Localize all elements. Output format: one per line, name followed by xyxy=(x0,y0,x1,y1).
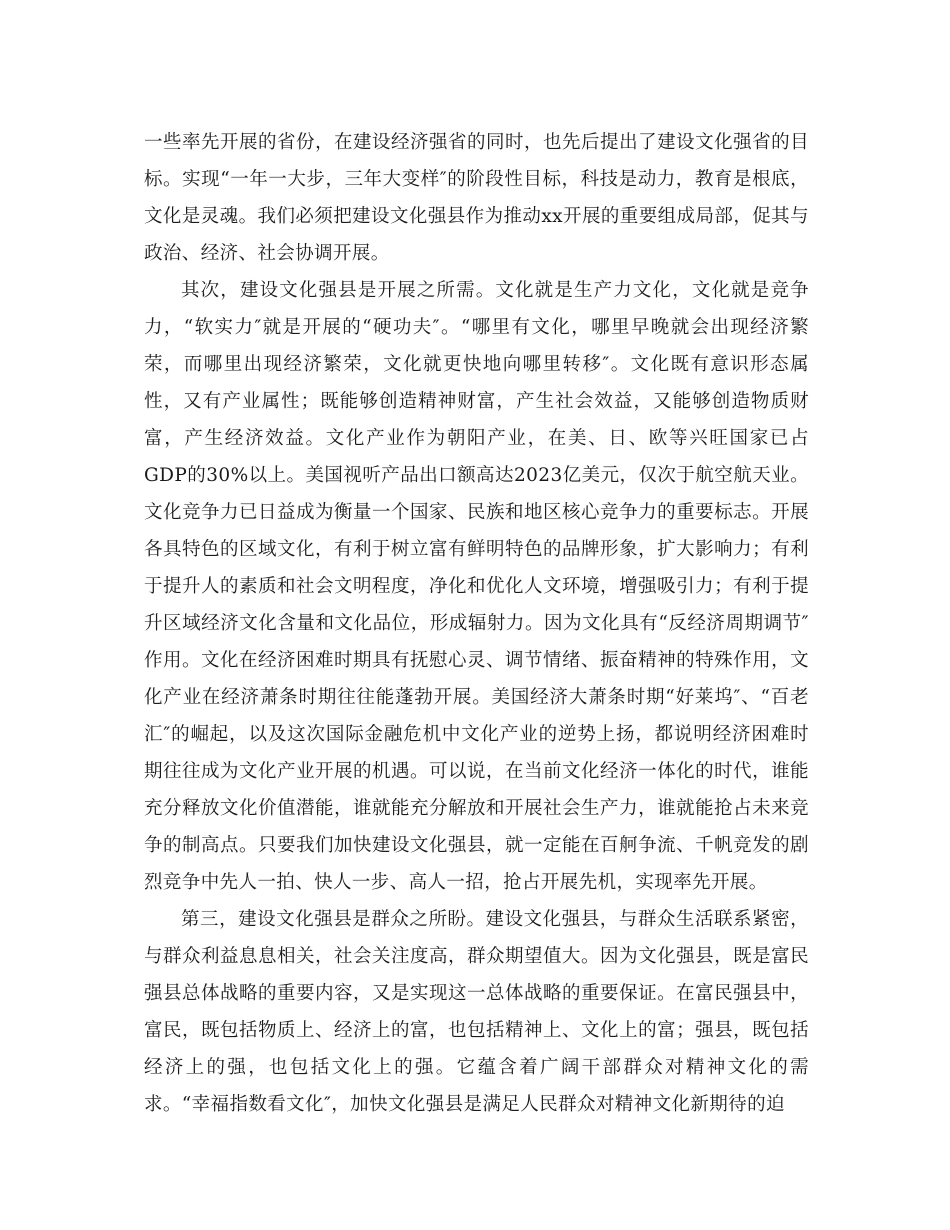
paragraph-2: 其次，建设文化强县是开展之所需。文化就是生产力文化，文化就是竞争力，“软实力″就是开展的“硬功夫″。“哪里有文化，哪里早晚就会出现经济繁荣，而哪里出现经济繁荣，文化就更快地向哪里转移″。文化既有意识形态属性，又有产业属性；既能够创造精神财富，产生社会效益，又能够创造物质财富，产生经济效益。文化产业作为朝阳产业，在美、日、欧等兴旺国家已占GDP的30%以上。美国视听产品出口额高达2023亿美元，仅次于航空航天业。文化竞争力已日益成为衡量一个国家、民族和地区核心竞争力的重要标志。开展各具特色的区域文化，有利于树立富有鲜明特色的品牌形象，扩大影响力；有利于提升人的素质和社会文明程度，净化和优化人文环境，增强吸引力；有利于提升区域经济文化含量和文化品位，形成辐射力。因为文化具有“反经济周期调节″作用。文化在经济困难时期具有抚慰心灵、调节情绪、振奋精神的特殊作用，文化产业在经济萧条时期往往能蓬勃开展。美国经济大萧条时期“好莱坞″、“百老汇″的崛起，以及这次国际金融危机中文化产业的逆势上扬，都说明经济困难时期往往成为文化产业开展的机遇。可以说，在当前文化经济一体化的时代，谁能充分释放文化价值潜能，谁就能充分解放和开展社会生产力，谁就能抢占未来竞争的制高点。只要我们加快建设文化强县，就一定能在百舸争流、千帆竞发的剧烈竞争中先人一拍、快人一步、高人一招，抢占开展先机，实现率先开展。 xyxy=(144,280,809,893)
paragraph-3: 第三，建设文化强县是群众之所盼。建设文化强县，与群众生活联系紧密，与群众利益息息相关，社会关注度高，群众期望值大。因为文化强县，既是富民强县总体战略的重要内容，又是实现这一总体战略的重要保证。在富民强县中，富民，既包括物质上、经济上的富，也包括精神上、文化上的富；强县，既包括经济上的强，也包括文化上的强。它蕴含着广阔干部群众对精神文化的需求。“幸福指数看文化″，加快文化强县是满足人民群众对精神文化新期待的迫 xyxy=(144,909,809,1115)
paragraph-1: 一些率先开展的省份，在建设经济强省的同时，也先后提出了建设文化强省的目标。实现“一年一大步，三年大变样″的阶段性目标，科技是动力，教育是根底，文化是灵魂。我们必须把建设文化强县作为推动xx开展的重要组成局部，促其与政治、经济、社会协调开展。 xyxy=(144,132,809,264)
document-body xyxy=(144,124,809,1123)
